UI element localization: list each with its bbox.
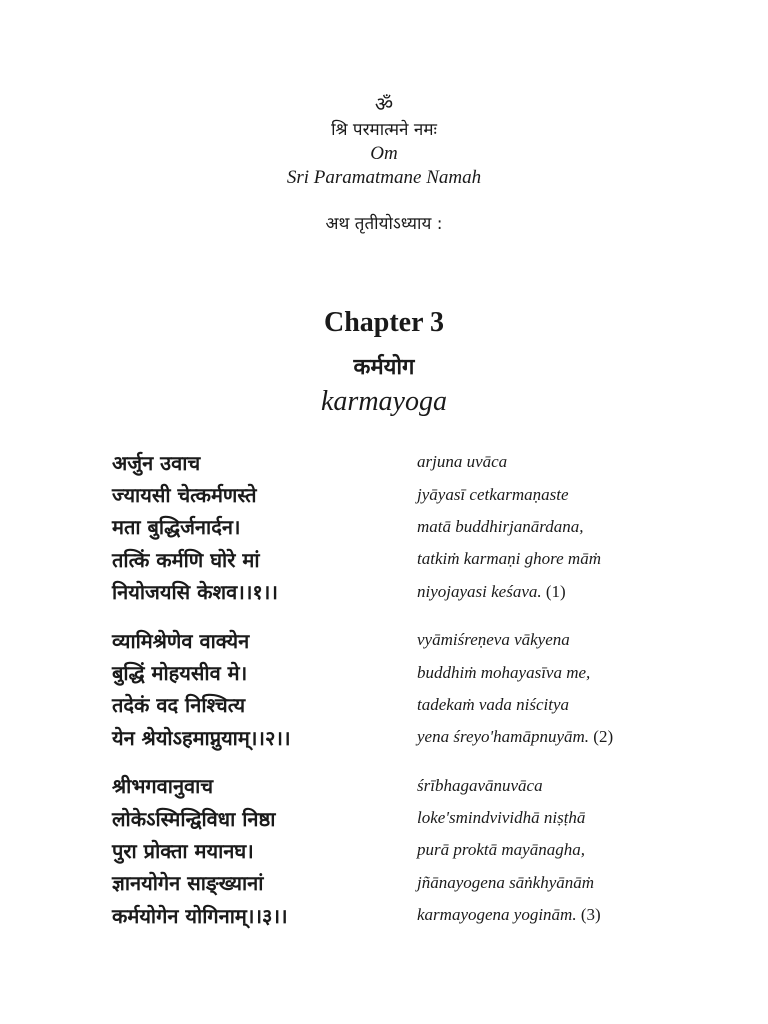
verse-transliteration: matā buddhirjanārdana, bbox=[417, 516, 584, 536]
verse-devanagari: ज्ञानयोगेन साङ्ख्यानां bbox=[112, 871, 264, 896]
verse-transliteration: śrībhagavānuvāca bbox=[417, 775, 543, 795]
om-transliteration: Om bbox=[370, 143, 398, 164]
verse-number: (1) bbox=[541, 581, 566, 601]
verse-line bbox=[112, 624, 672, 656]
verse-devanagari: व्यामिश्रेणेव वाक्येन bbox=[112, 628, 250, 653]
verse-line bbox=[112, 867, 672, 899]
chapter-title: Chapter 3 bbox=[323, 307, 445, 338]
verse-line bbox=[112, 478, 672, 510]
verse-line bbox=[112, 802, 672, 834]
verse-devanagari: ज्यायसी चेत्कर्मणस्ते bbox=[112, 483, 257, 508]
verse-line bbox=[112, 576, 672, 608]
verse-transliteration: loke'smindvividhā niṣṭhā bbox=[417, 808, 586, 828]
verse-devanagari: बुद्धिं मोहयसीव मे। bbox=[112, 661, 248, 686]
verse-line bbox=[112, 446, 672, 478]
verse-number: (2) bbox=[589, 727, 614, 747]
verse-line bbox=[112, 543, 672, 575]
verse-transliteration: karmayogena yoginām. (3) bbox=[417, 905, 601, 925]
verse-number: (3) bbox=[576, 905, 601, 925]
verse-devanagari: कर्मयोगेन योगिनाम्।।३।। bbox=[112, 903, 288, 928]
verse-line bbox=[112, 511, 672, 543]
verse-transliteration: yena śreyo'hamāpnuyām. (2) bbox=[417, 727, 614, 747]
verse-transliteration: tatkiṁ karmaṇi ghore māṁ bbox=[417, 549, 601, 569]
verse-line bbox=[112, 899, 672, 931]
verse-line bbox=[112, 656, 672, 688]
verse-line bbox=[112, 834, 672, 866]
verse-transliteration: arjuna uvāca bbox=[417, 452, 508, 472]
verse-transliteration: jñānayogena sāṅkhyānāṁ bbox=[417, 872, 595, 892]
verse-devanagari: तदेकं वद निश्चित्य bbox=[112, 693, 246, 718]
verse-stanza bbox=[112, 446, 672, 608]
verse-devanagari: येन श्रेयोऽहमाप्नुयाम्।।२।। bbox=[112, 725, 291, 750]
verse-stanza bbox=[112, 770, 672, 932]
page-header bbox=[0, 92, 768, 236]
verse-transliteration: vyāmiśreṇeva vākyena bbox=[417, 630, 570, 650]
verse-stanza bbox=[112, 624, 672, 754]
verse-devanagari: पुरा प्रोक्ता मयानघ। bbox=[112, 838, 254, 863]
verse-devanagari: मता बुद्धिर्जनार्दन। bbox=[112, 515, 241, 540]
verse-transliteration: tadekaṁ vada niścitya bbox=[417, 694, 570, 714]
verse-line bbox=[112, 721, 672, 753]
verse-devanagari: अर्जुन उवाच bbox=[112, 450, 201, 475]
verse-devanagari: नियोजयसि केशव।।१।। bbox=[112, 580, 278, 605]
verse-devanagari: तत्किं कर्मणि घोरे मां bbox=[112, 547, 260, 572]
verse-devanagari: श्रीभगवानुवाच bbox=[112, 774, 214, 799]
verse-line bbox=[112, 770, 672, 802]
verse-transliteration: buddhiṁ mohayasīva me, bbox=[417, 662, 591, 682]
verse-devanagari: लोकेऽस्मिन्द्विविधा निष्ठा bbox=[112, 806, 276, 831]
verse-list bbox=[112, 446, 672, 947]
chapter-name-devanagari: कर्मयोग bbox=[353, 355, 415, 380]
invocation-devanagari: श्रि परमात्मने नमः bbox=[331, 120, 437, 140]
chapter-name-transliteration: karmayoga bbox=[321, 386, 447, 417]
verse-line bbox=[112, 689, 672, 721]
verse-transliteration: niyojayasi keśava. (1) bbox=[417, 581, 566, 601]
verse-transliteration: jyāyasī cetkarmaṇaste bbox=[417, 484, 569, 504]
om-symbol: ॐ bbox=[374, 92, 394, 116]
invocation-transliteration: Sri Paramatmane Namah bbox=[286, 167, 482, 188]
adhyaya-heading: अथ तृतीयोऽध्याय : bbox=[325, 214, 443, 234]
verse-transliteration: purā proktā mayānagha, bbox=[417, 840, 585, 860]
